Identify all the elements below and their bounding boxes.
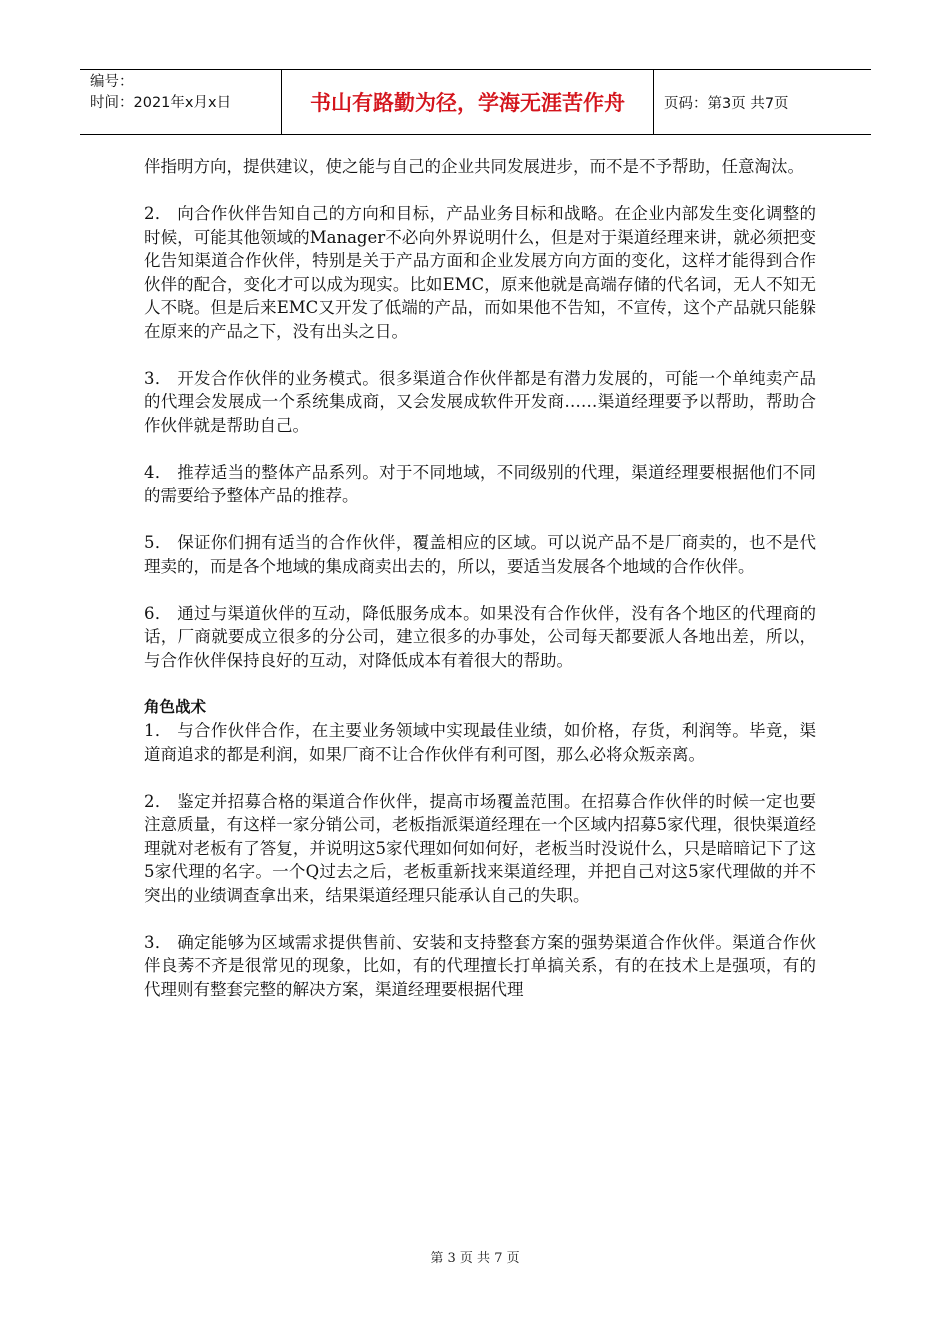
paragraph: 6． 通过与渠道伙伴的互动，降低服务成本。如果没有合作伙伴，没有各个地区的代理商的话，厂商就要成立很多的分公司，建立很多的办事处，公司每天都要派人各地出差，所以，与合作伙伴保持良好的互动，对降低成本有着很大的帮助。 [144,603,816,670]
document-body [144,155,816,1025]
paragraph: 5． 保证你们拥有适当的合作伙伴，覆盖相应的区域。可以说产品不是厂商卖的，也不是代理卖的，而是各个地域的集成商卖出去的，所以，要适当发展各个地域的合作伙伴。 [144,533,816,576]
paragraph: 3． 开发合作伙伴的业务模式。很多渠道合作伙伴都是有潜力发展的，可能一个单纯卖产品的代理会发展成一个系统集成商，又会发展成软件开发商……渠道经理要予以帮助，帮助合作伙伴就是帮助自己。 [144,368,816,435]
paragraph: 4． 推荐适当的整体产品系列。对于不同地域，不同级别的代理，渠道经理要根据他们不同的需要给予整体产品的推荐。 [144,462,816,505]
section-heading: 角色战术 [144,697,207,716]
time-label: 时间：2021年x月x日 [90,95,232,111]
number-label: 编号： [90,74,134,90]
page-footer: 第 3 页 共 7 页 [430,1251,520,1266]
header-motto: 书山有路勤为径，学海无涯苦作舟 [282,70,654,134]
paragraph: 2． 鉴定并招募合格的渠道合作伙伴，提高市场覆盖范围。在招募合作伙伴的时候一定也要注意质量，有这样一家分销公司，老板指派渠道经理在一个区域内招募5家代理，很快渠道经理就对老板有了答复，并说明这5家代理如何如何好，老板当时没说什么，只是暗暗记下了这5家代理的名字。一个Q过去之后，老板重新找来渠道经理，并把自己对这5家代理做的并不突出的业绩调查拿出来，结果渠道经理只能承认自己的失职。 [144,791,816,905]
paragraph: 2． 向合作伙伴告知自己的方向和目标，产品业务目标和战略。在企业内部发生变化调整的时候，可能其他领域的Manager不必向外界说明什么，但是对于渠道经理来讲，就必须把变化告知渠道合作伙伴，特别是关于产品方面和企业发展方向方面的变化，这样才能得到合作伙伴的配合，变化才可以成为现实。比如EMC，原来他就是高端存储的代名词，无人不知无人不晓。但是后来EMC又开发了低端的产品，而如果他不告知，不宣传，这个产品就只能躲在原来的产品之下，没有出头之日。 [144,204,816,341]
paragraph: 1． 与合作伙伴合作，在主要业务领域中实现最佳业绩，如价格，存货，利润等。毕竟，渠道商追求的都是利润，如果厂商不让合作伙伴有利可图，那么必将众叛亲离。 [144,721,816,764]
paragraph: 3． 确定能够为区域需求提供售前、安装和支持整套方案的强势渠道合作伙伴。渠道合作伙伴良莠不齐是很常见的现象，比如，有的代理擅长打单搞关系，有的在技术上是强项，有的代理则有整套完整的解决方案，渠道经理要根据代理 [144,932,816,999]
header-page-info: 页码：第3页 共7页 [664,95,789,112]
header-table [80,69,871,135]
paragraph: 伴指明方向，提供建议，使之能与自己的企业共同发展进步，而不是不予帮助，任意淘汰。 [144,157,804,176]
header-left-cell [80,70,282,134]
